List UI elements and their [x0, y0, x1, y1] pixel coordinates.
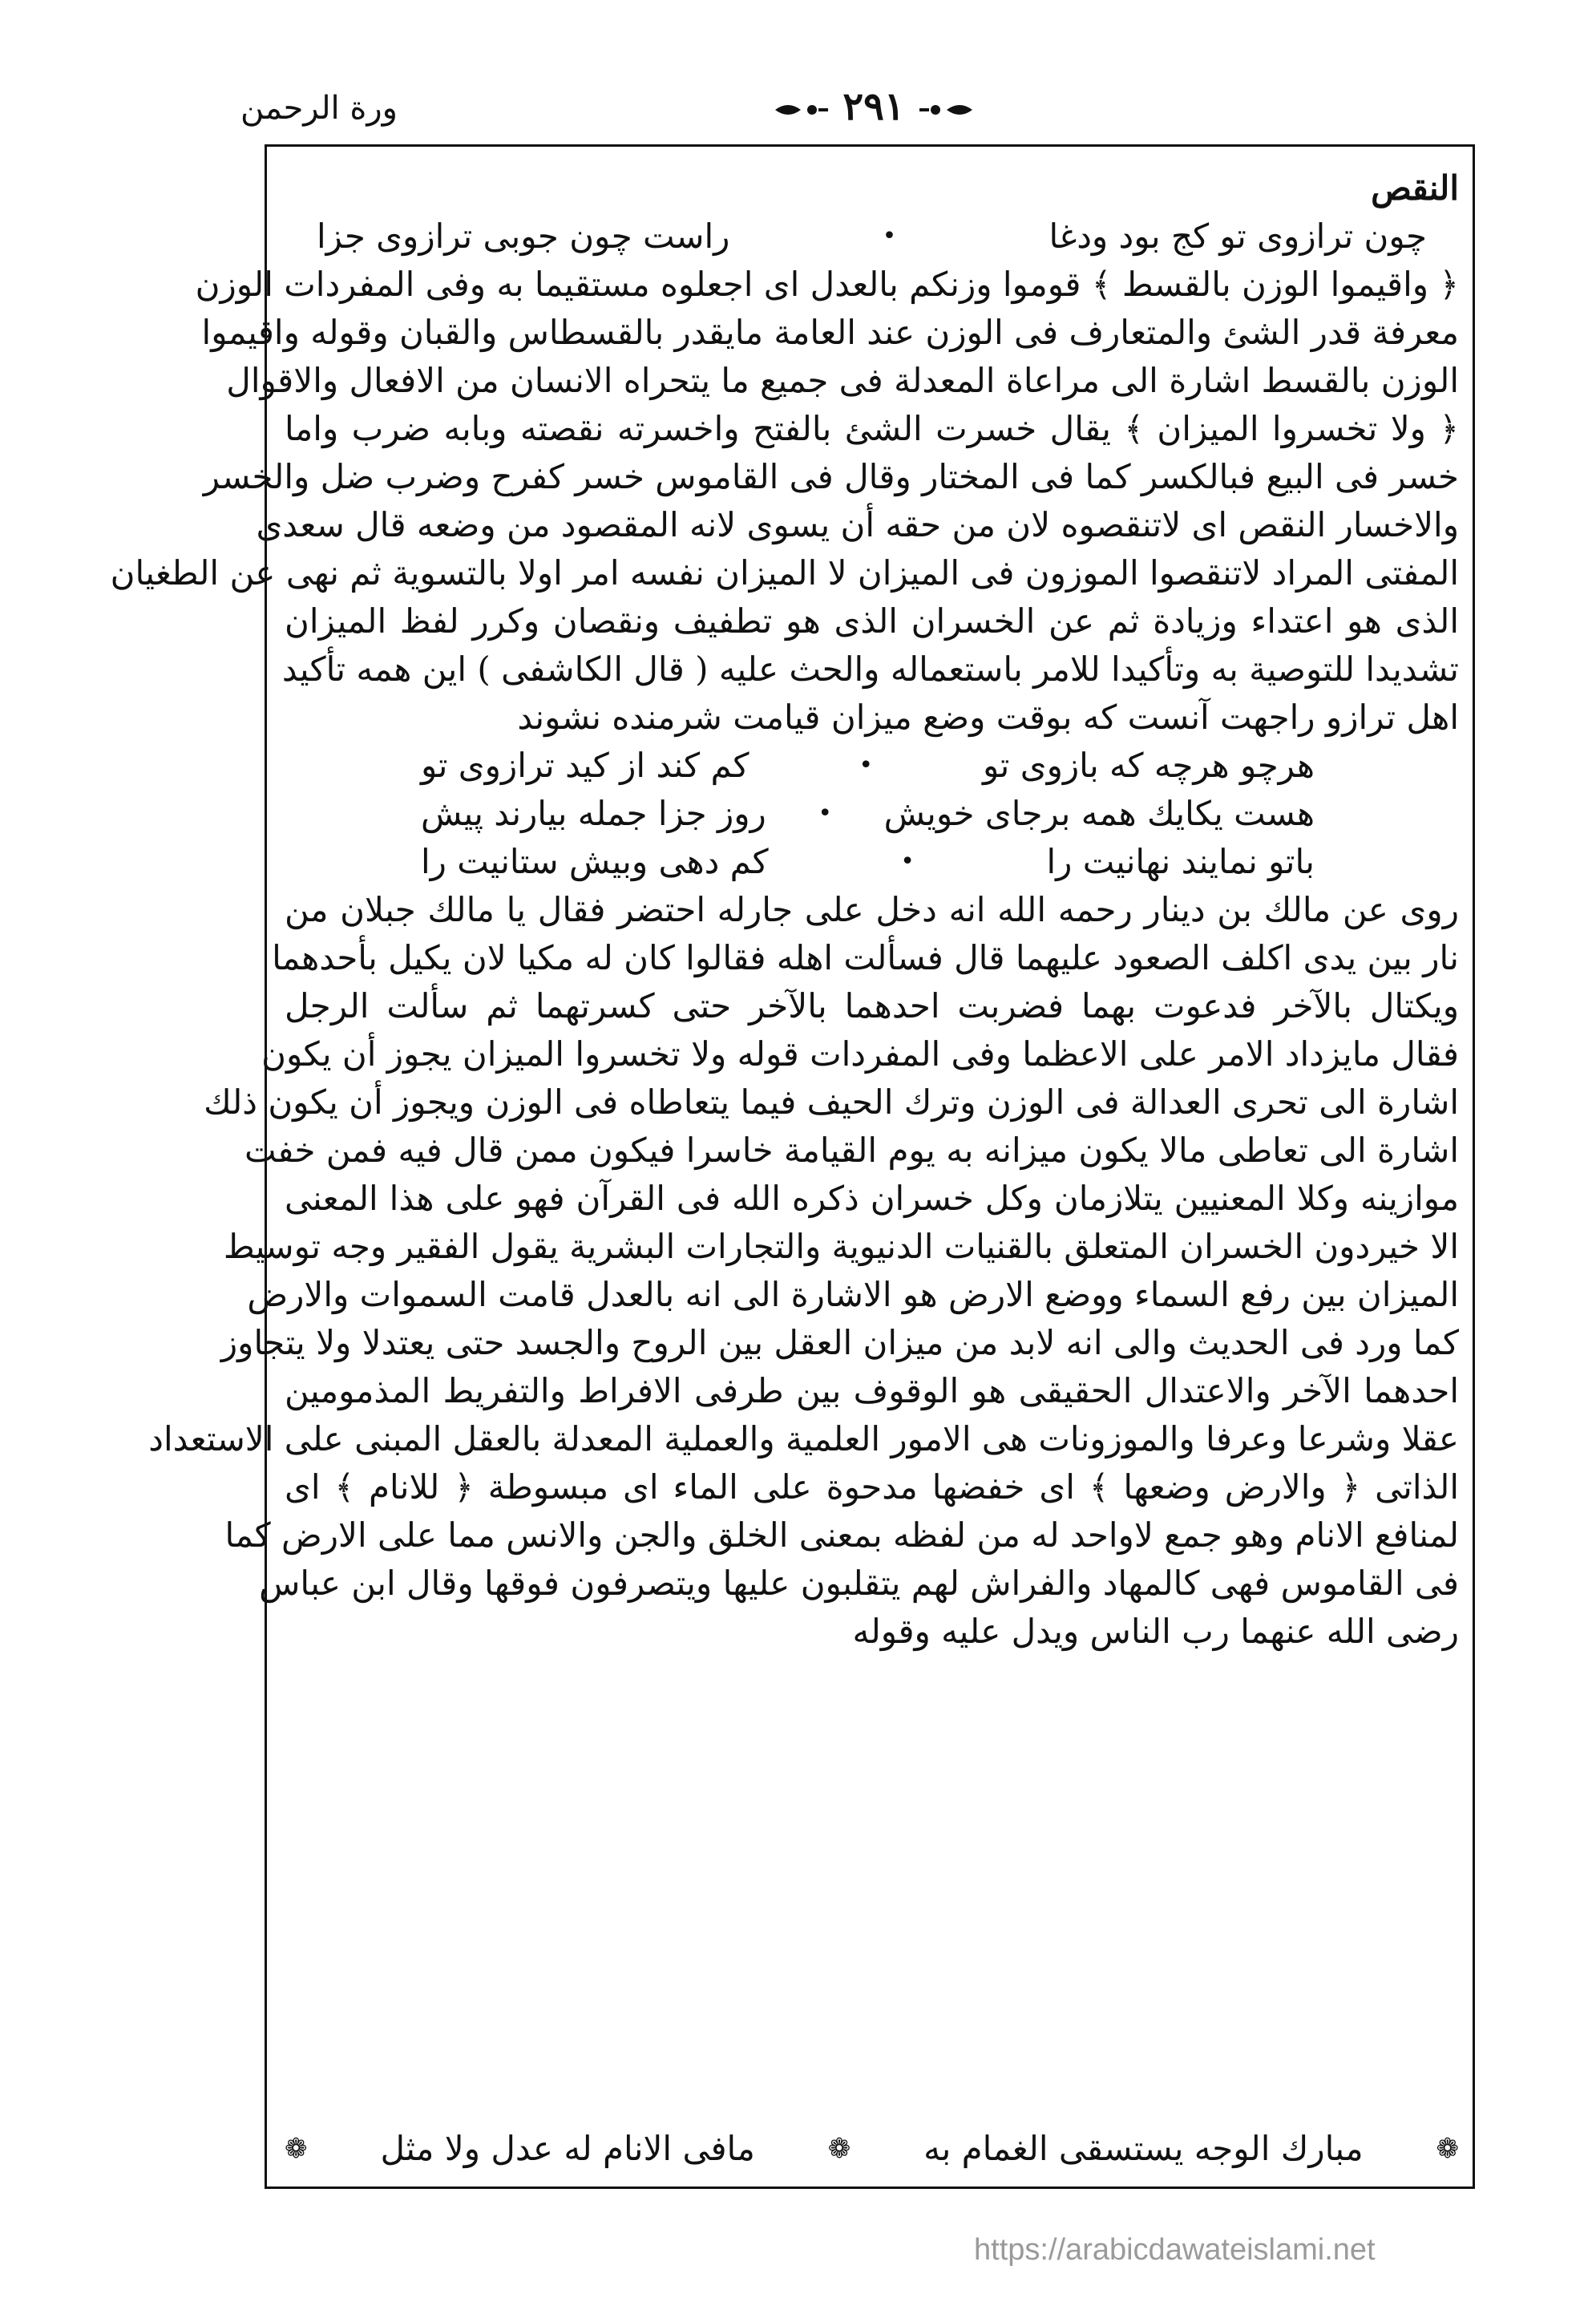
left-ornament-icon	[774, 99, 830, 120]
text-line: موازينه وكلا المعنيين يتلازمان وكل خسران ذكره الله فى القرآن فهو على هذا المعنى	[285, 1179, 1459, 1218]
flower-ornament-icon: ❁	[827, 2132, 851, 2165]
verse-right: باتو نمايند نهانيت را	[1046, 842, 1315, 881]
text-line: ﴿ واقيموا الوزن بالقسط ﴾ قوموا وزنكم بالعدل اى اجعلوه مستقيما به وفى المفردات الوزن	[195, 265, 1459, 304]
verse-row	[285, 212, 1459, 261]
footer-verse-right: مبارك الوجه يستسقى الغمام به	[923, 2129, 1364, 2168]
flower-ornament-icon: ❁	[285, 2132, 308, 2165]
text-line: الا خيردون الخسران المتعلق بالقنيات الدنيوية والتجارات البشرية يقول الفقير وجه توسيط	[223, 1227, 1459, 1266]
verse-row	[285, 742, 1459, 790]
text-line: الذى هو اعتداء وزيادة ثم عن الخسران الذى هو تطفيف ونقصان وكرر لفظ الميزان	[285, 601, 1459, 641]
footer-verse	[285, 2129, 1459, 2168]
verse-left: كم دهى وبيش ستانيت را	[421, 842, 769, 881]
text-line: ﴿ ولا تخسروا الميزان ﴾ يقال خسرت الشئ بالفتح واخسرته نقصته وبابه ضرب واما	[285, 409, 1459, 448]
running-header-title: ورة الرحمن	[240, 90, 398, 127]
verse-right: هرچو هرچه كه بازوى تو	[982, 746, 1315, 785]
page-number-text: ٢٩١	[842, 84, 905, 129]
text-line: اشارة الى تحرى العدالة فى الوزن وترك الحيف فيما يتعاطاه فى الوزن ويجوز أن يكون ذلك	[204, 1082, 1459, 1122]
verse-row	[285, 790, 1459, 838]
verse-left: كم كند از كيد ترازوى تو	[421, 746, 750, 785]
flower-ornament-icon: ❁	[1436, 2132, 1459, 2165]
text-line: ويكتال بالآخر فدعوت بهما فضربت احدهما بالآخر حتى كسرتهما ثم سألت الرجل	[285, 986, 1459, 1026]
text-line: تشديدا للتوصية به وتأكيدا للامر باستعماله والحث عليه ( قال الكاشفى ) اين همه تأكيد	[281, 649, 1459, 689]
text-line: الميزان بين رفع السماء ووضع الارض هو الاشارة الى انه بالعدل قامت السموات والارض	[247, 1275, 1459, 1314]
text-line: الوزن بالقسط اشارة الى مراعاة المعدلة فى جميع ما يتحراه الانسان من الافعال والاقوال	[226, 361, 1459, 400]
text-line: روى عن مالك بن دينار رحمه الله انه دخل على جارله احتضر فقال يا مالك جبلان من	[285, 890, 1459, 929]
verse-separator: •	[900, 848, 915, 876]
verse-right: چون ترازوی تو کج بود ودغا	[1049, 216, 1427, 256]
text-line: لمنافع الانام وهو جمع لاواحد له من لفظه بمعنى الخلق والجن والانس مما على الارض كما	[224, 1515, 1459, 1555]
verse-left: روز جزا جمله بيارند پيش	[421, 794, 766, 833]
main-text	[110, 164, 1459, 1656]
text-line: كما ورد فى الحديث والى انه لابد من ميزان العقل بين الروح والجسد حتى يعتدلا ولا يتجاوز	[220, 1323, 1459, 1362]
text-line: فقال مايزداد الامر على الاعظما وفى المفردات قوله ولا تخسروا الميزان يجوز أن يكون	[261, 1034, 1459, 1074]
page-number	[754, 84, 994, 129]
text-line: احدهما الآخر والاعتدال الحقيقى هو الوقوف بين طرفى الافراط والتفريط المذمومين	[285, 1371, 1459, 1410]
verse-separator: •	[882, 222, 897, 250]
text-line: فى القاموس فهى كالمهاد والفراش لهم يتقلبون عليها ويتصرفون فوقها وقال ابن عباس	[259, 1564, 1459, 1603]
verse-row	[285, 838, 1459, 886]
text-line: خسر فى البيع فبالكسر كما فى المختار وقال فى القاموس خسر كفرح وضرب ضل والخسر	[203, 457, 1459, 496]
verse-left: راست چون جوبی ترازوی جزا	[317, 216, 730, 256]
text-line: رضى الله عنهما رب الناس ويدل عليه وقوله	[852, 1612, 1459, 1651]
text-line: اشارة الى تعاطى مالا يكون ميزانه به يوم القيامة خاسرا فيكون ممن قال فيه فمن خفت	[244, 1131, 1459, 1170]
text-line: المفتى المراد لاتنقصوا الموزون فى الميزان لا الميزان نفسه امر اولا بالتسوية ثم نهى عن الطغيان	[110, 553, 1459, 593]
verse-separator: •	[818, 799, 833, 827]
text-line: معرفة قدر الشئ والمتعارف فى الوزن عند العامة مايقدر بالقسطاس والقبان وقوله واقيموا	[201, 313, 1459, 352]
text-line: اهل ترازو راجهت آنست كه بوقت وضع ميزان قيامت شرمنده نشوند	[517, 698, 1459, 737]
footer-verse-left: مافى الانام له عدل ولا مثل	[380, 2129, 755, 2168]
text-line: والاخسار النقص اى لاتنقصوه لان من حقه أن يسوى لانه المقصود من وضعه قال سعدى	[256, 505, 1459, 544]
verse-right: هست يكايك همه برجاى خويش	[883, 794, 1315, 833]
verse-separator: •	[859, 751, 874, 779]
text-line: الذاتى ﴿ والارض وضعها ﴾ اى خفضها مدحوة على الماء اى مبسوطة ﴿ للانام ﴾ اى	[285, 1467, 1459, 1507]
text-line: نار بين يدى اكلف الصعود عليهما قال فسألت اهله فقالوا كان له مكيا لان يكيل بأحدهما	[272, 938, 1459, 977]
opening-word: النقص	[1371, 168, 1459, 208]
watermark-url: https://arabicdawateislami.net	[974, 2233, 1376, 2267]
right-ornament-icon	[918, 99, 974, 120]
text-line: عقلا وشرعا وعرفا والموزونات هى الامور العلمية والعملية المعدلة بالعقل المبنى على الاستعداد	[148, 1419, 1459, 1458]
